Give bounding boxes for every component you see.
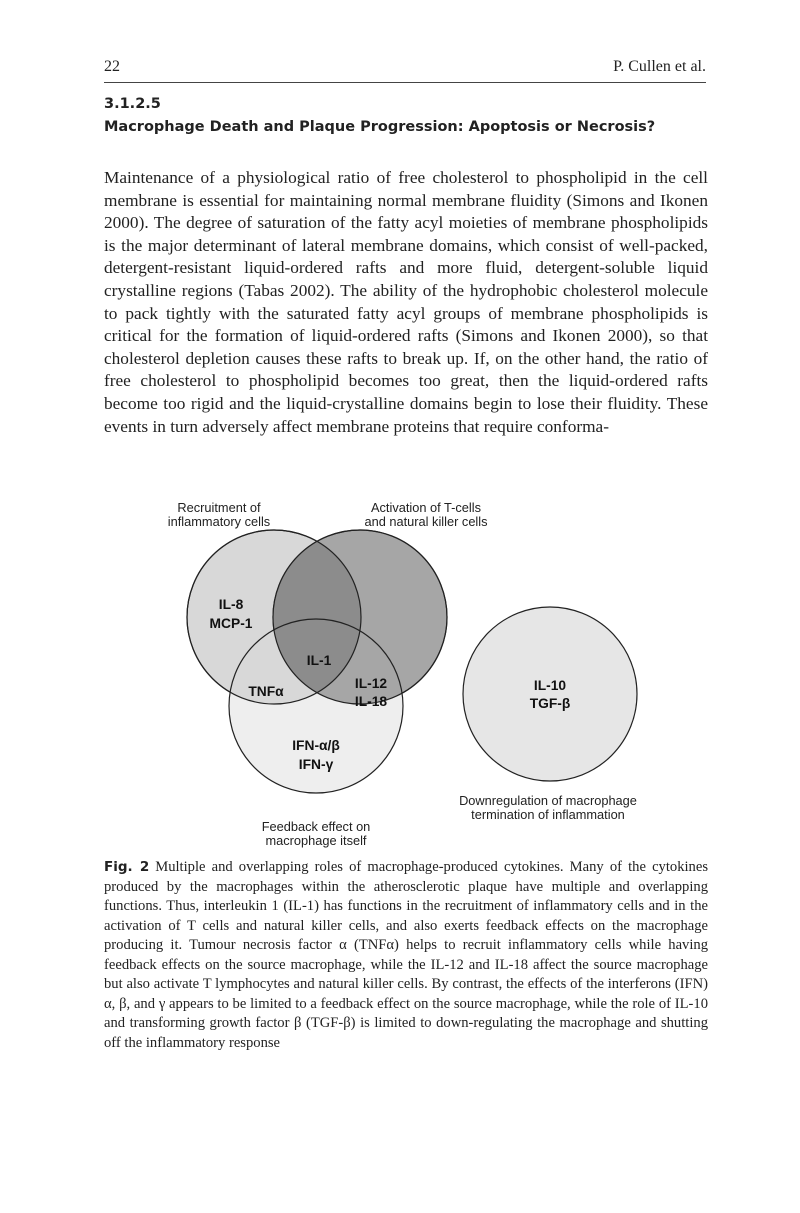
activation-label-line1: Activation of T-cells (370, 500, 482, 515)
downregulation-circle (463, 607, 637, 781)
figure-label: Fig. 2 (104, 859, 150, 875)
downregulation-label-line2: termination of inflammation (471, 807, 625, 822)
section-title: Macrophage Death and Plaque Progression: Apoptosis or Necrosis? (104, 119, 656, 135)
activation-label-line2: and natural killer cells (364, 514, 488, 529)
il18-label: IL-18 (354, 694, 388, 709)
venn-diagram (150, 498, 670, 853)
il12-label: IL-12 (354, 676, 388, 691)
mcp1-label: MCP-1 (209, 616, 253, 631)
feedback-label-line2: macrophage itself (265, 833, 367, 848)
recruitment-label-line2: inflammatory cells (167, 514, 271, 529)
il10-label: IL-10 (533, 678, 567, 693)
il1-label: IL-1 (306, 653, 332, 668)
ifn-g-label: IFN-γ (298, 757, 334, 772)
page-header (104, 58, 706, 83)
running-head: P. Cullen et al. (613, 58, 706, 75)
feedback-label-line1: Feedback effect on (261, 819, 371, 834)
page-number: 22 (104, 58, 120, 75)
body-paragraph: Maintenance of a physiological ratio of free cholesterol to phospholipid in the cell membrane is essential for maintaining normal membrane fluidity (Simons and Ikonen 2000). The degree of saturation of the fatty acyl moieties of membrane phospholipids is the major determinant of lateral membrane domains, which consist of well-packed, detergent-resistant liquid-ordered rafts and more fluid, detergent-soluble liquid crystalline regions (Tabas 2002). The ability of the hydrophobic cholesterol molecule to pack tightly with the saturated fatty acyl groups of membrane phospholipids is critical for the formation of liquid-ordered rafts (Simons and Ikonen 2000), so that cholesterol depletion causes these rafts to break up. If, on the other hand, the ratio of free cholesterol to phospholipid becomes too great, then the liquid-ordered rafts become too rigid and the liquid-crystalline domains begin to lose their fluidity. These events in turn adversely affect membrane proteins that require conforma- (104, 168, 708, 436)
cytokine-venn-figure (150, 498, 670, 853)
ifn-ab-label: IFN-α/β (292, 738, 340, 753)
section-number: 3.1.2.5 (104, 96, 161, 112)
downregulation-label-line1: Downregulation of macrophage (459, 793, 637, 808)
tnfa-label: TNFα (248, 684, 284, 699)
figure-caption (104, 858, 708, 1053)
il8-label: IL-8 (218, 597, 244, 612)
recruitment-label-line1: Recruitment of (177, 500, 261, 515)
caption-text: Multiple and overlapping roles of macrophage-produced cytokines. Many of the cytokines produced by the macrophages within the atherosclerotic plaque have multiple and overlapping functions. Thus, interleukin 1 (IL-1) has functions in the recruitment of inflammatory cells and in the activation of T cells and natural killer cells, and also exerts feedback effects on the macrophage producing it. Tumour necrosis factor α (TNFα) helps to recruit inflammatory cells while having feedback effects on the source macrophage, while the IL-12 and IL-18 affect the source macrophage but also activate T lymphocytes and natural killer cells. By contrast, the effects of the interferons (IFN) α, β, and γ appears to be limited to a feedback effect on the source macrophage, while the role of IL-10 and transforming growth factor β (TGF-β) is limited to down-regulating the macrophage and shutting off the inflammatory response (104, 859, 708, 1051)
tgfb-label: TGF-β (529, 696, 571, 711)
